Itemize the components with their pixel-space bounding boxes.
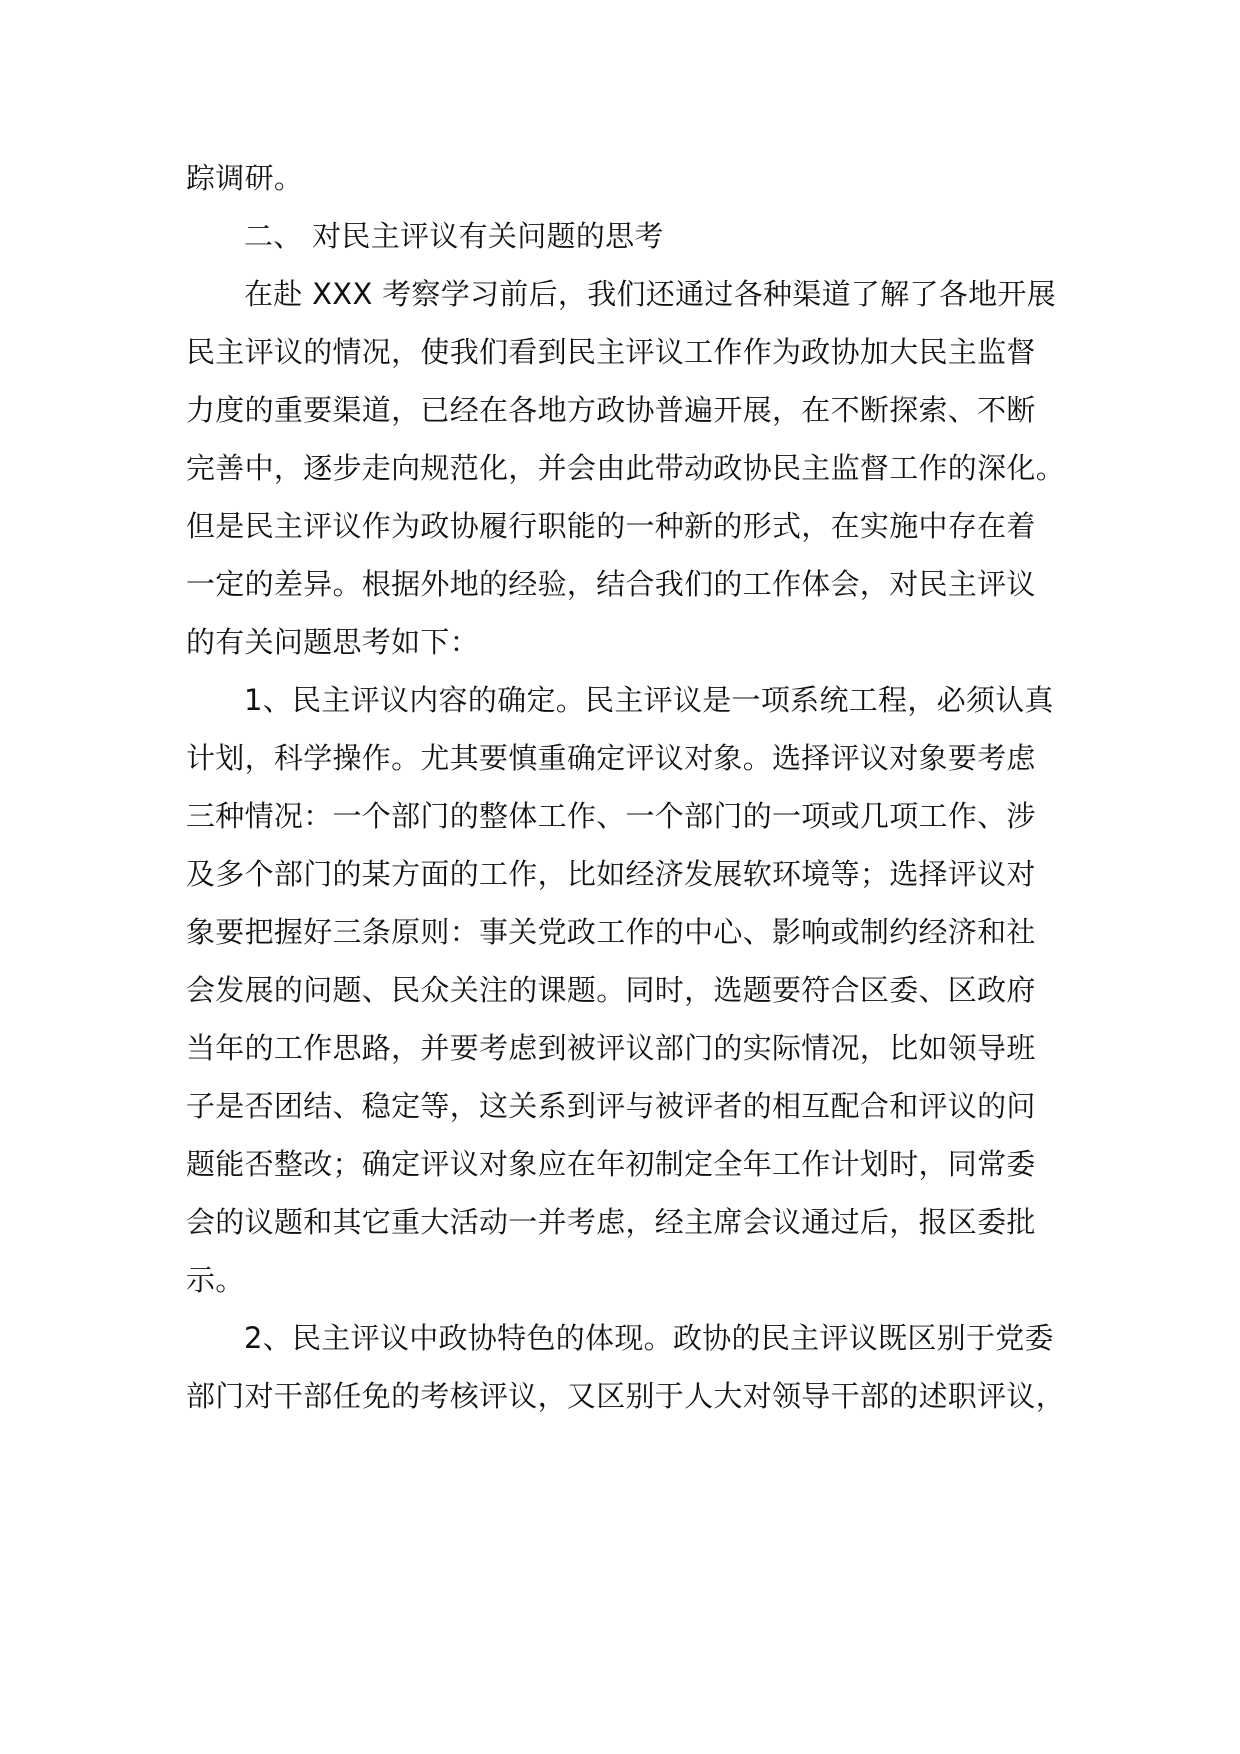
text-line: 计划，科学操作。尤其要慎重确定评议对象。选择评议对象要考虑 xyxy=(186,741,1036,775)
text-line: 会发展的问题、民众关注的课题。同时，选题要符合区委、区政府 xyxy=(186,973,1036,1007)
text-line: 及多个部门的某方面的工作，比如经济发展软环境等；选择评议对 xyxy=(186,857,1036,891)
text-line: 完善中，逐步走向规范化，并会由此带动政协民主监督工作的深化。 xyxy=(186,451,1066,485)
text-line: 2、民主评议中政协特色的体现。政协的民主评议既区别于党委 xyxy=(244,1321,1054,1355)
text-line: 三种情况：一个部门的整体工作、一个部门的一项或几项工作、涉 xyxy=(186,799,1036,833)
text-line: 力度的重要渠道，已经在各地方政协普遍开展，在不断探索、不断 xyxy=(186,393,1036,427)
section-heading: 二、 对民主评议有关问题的思考 xyxy=(244,219,664,253)
text-line: 部门对干部任免的考核评议，又区别于人大对领导干部的述职评议， xyxy=(186,1379,1066,1413)
text-line: 一定的差异。根据外地的经验，结合我们的工作体会，对民主评议 xyxy=(186,567,1036,601)
text-line: 的有关问题思考如下： xyxy=(186,625,480,659)
text-line: 踪调研。 xyxy=(186,161,304,195)
text-line: 在赴 XXX 考察学习前后，我们还通过各种渠道了解了各地开展 xyxy=(244,277,1057,311)
text-line: 题能否整改；确定评议对象应在年初制定全年工作计划时，同常委 xyxy=(186,1147,1036,1181)
text-line: 子是否团结、稳定等，这关系到评与被评者的相互配合和评议的问 xyxy=(186,1089,1036,1123)
text-line: 会的议题和其它重大活动一并考虑，经主席会议通过后，报区委批 xyxy=(186,1205,1036,1239)
text-line: 但是民主评议作为政协履行职能的一种新的形式，在实施中存在着 xyxy=(186,509,1036,543)
text-line: 1、民主评议内容的确定。民主评议是一项系统工程，必须认真 xyxy=(244,683,1054,717)
text-line: 当年的工作思路，并要考虑到被评议部门的实际情况，比如领导班 xyxy=(186,1031,1036,1065)
text-line: 象要把握好三条原则：事关党政工作的中心、影响或制约经济和社 xyxy=(186,915,1036,949)
text-line: 示。 xyxy=(186,1263,245,1297)
text-line: 民主评议的情况，使我们看到民主评议工作作为政协加大民主监督 xyxy=(186,335,1036,369)
